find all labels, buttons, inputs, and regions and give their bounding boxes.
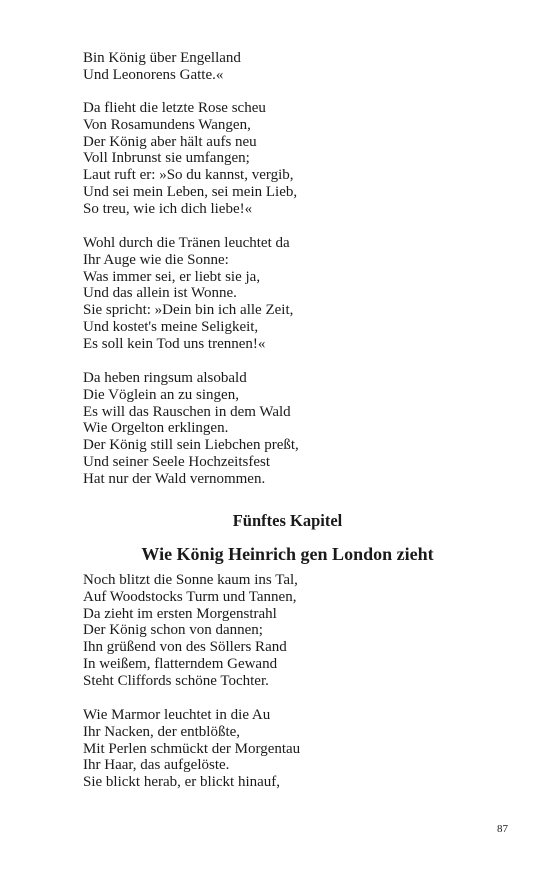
verse-line: Voll Inbrunst sie umfangen; [83, 150, 250, 167]
verse-line: Der König schon von dannen; [83, 622, 263, 639]
verse-line: Ihr Auge wie die Sonne: [83, 251, 229, 268]
verse-line: Wie Marmor leuchtet in die Au [83, 707, 271, 723]
page-number: 87 [497, 823, 508, 835]
verse-line: Und Leonorens Gatte.« [83, 66, 224, 83]
verse-line: Laut ruft er: »So du kannst, vergib, [83, 167, 294, 184]
verse-line: Hat nur der Wald vernommen. [83, 470, 266, 487]
verse-line: Und das allein ist Wonne. [83, 285, 237, 302]
verse-line: So treu, wie ich dich liebe!« [83, 200, 253, 217]
verse-line: Da zieht im ersten Morgenstrahl [83, 605, 277, 622]
verse-line: Wohl durch die Tränen leuchtet da [83, 235, 290, 251]
verse-line: Da heben ringsum alsobald [83, 370, 247, 386]
verse-line: Es will das Rauschen in dem Wald [83, 403, 291, 420]
stanza [83, 235, 293, 353]
verse-line: Steht Cliffords schöne Tochter. [83, 672, 269, 689]
stanza [83, 100, 297, 218]
verse-line: Von Rosamundens Wangen, [83, 116, 251, 133]
verse-line: Der König still sein Liebchen preßt, [83, 437, 299, 454]
verse-line: In weißem, flatterndem Gewand [83, 655, 278, 672]
verse-line: Und seiner Seele Hochzeitsfest [83, 453, 271, 470]
verse-line: Ihr Haar, das aufgelöste. [83, 757, 230, 774]
stanza [83, 707, 300, 791]
chapter-heading: Fünftes Kapitel [232, 511, 343, 530]
verse-line: Was immer sei, er liebt sie ja, [83, 268, 261, 285]
verse-line: Noch blitzt die Sonne kaum ins Tal, [83, 572, 298, 588]
verse-line: Bin König über Engelland [83, 50, 241, 66]
stanza [83, 572, 298, 690]
verse-line: Sie spricht: »Dein bin ich alle Zeit, [83, 302, 294, 319]
stanza [83, 370, 299, 488]
stanza [83, 50, 241, 84]
verse-line: Auf Woodstocks Turm und Tannen, [83, 588, 297, 605]
verse-line: Sie blickt herab, er blickt hinauf, [83, 774, 281, 791]
verse-line: Es soll kein Tod uns trennen!« [83, 335, 266, 352]
verse-line: Da flieht die letzte Rose scheu [83, 100, 266, 116]
verse-line: Die Vöglein an zu singen, [83, 386, 239, 403]
verse-line: Mit Perlen schmückt der Morgentau [83, 740, 301, 757]
verse-line: Ihr Nacken, der entblößte, [83, 723, 241, 740]
verse-line: Und sei mein Leben, sei mein Lieb, [83, 183, 298, 200]
verse-line: Wie Orgelton erklingen. [83, 420, 229, 437]
verse-line: Ihn grüßend von des Söllers Rand [83, 639, 287, 656]
verse-line: Der König aber hält aufs neu [83, 133, 257, 150]
chapter-title: Wie König Heinrich gen London zieht [141, 544, 434, 564]
verse-line: Und kostet's meine Seligkeit, [83, 318, 259, 335]
